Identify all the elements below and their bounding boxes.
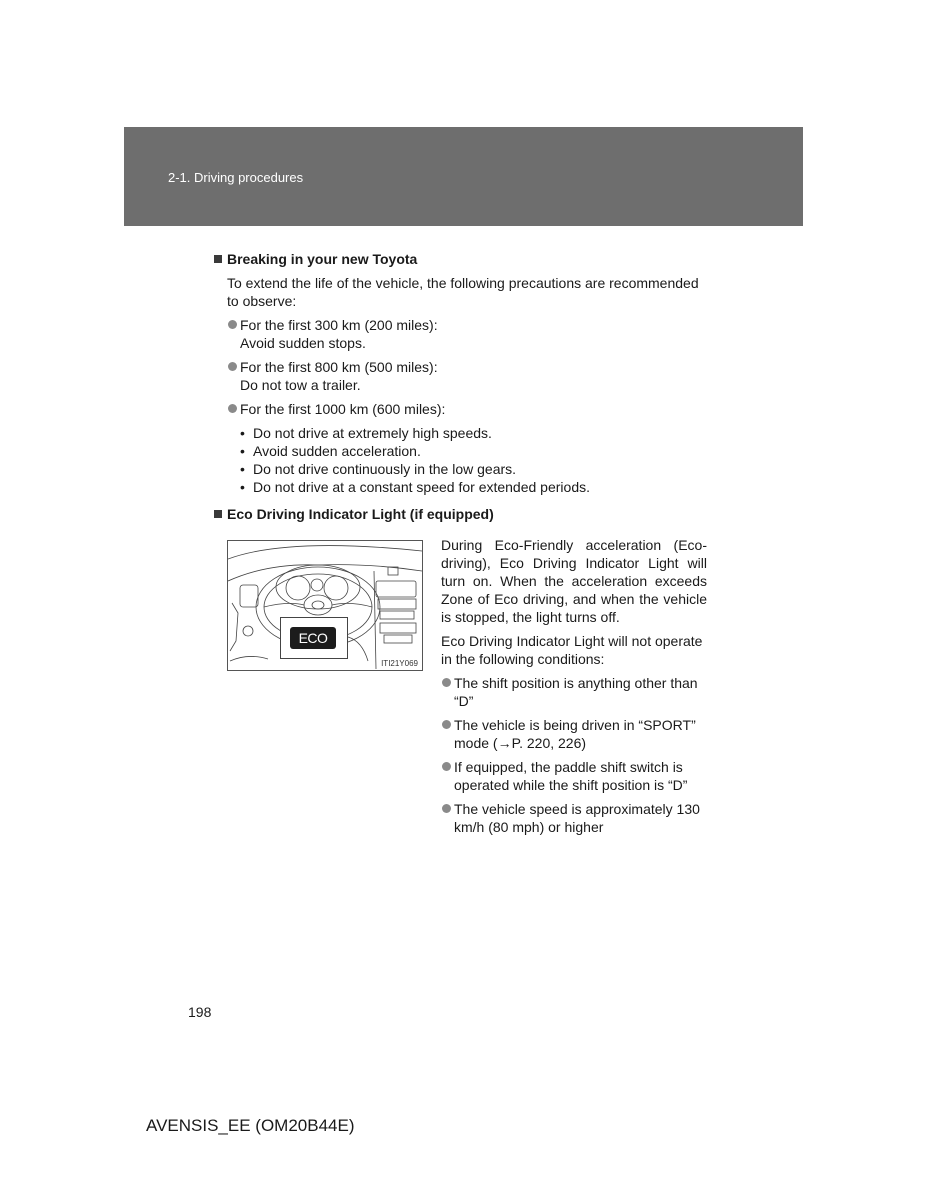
condition-item <box>441 716 707 752</box>
list-item <box>227 400 714 418</box>
list-item-text: Do not tow a trailer. <box>240 377 361 393</box>
condition-item <box>441 758 707 794</box>
list-item-lead: For the first 300 km (200 miles): <box>240 317 438 333</box>
sub-list-item-text: Do not drive continuously in the low gears. <box>253 461 517 477</box>
sub-bullet-icon: • <box>240 479 245 495</box>
condition-item <box>441 800 707 836</box>
figure-code: ITI21Y069 <box>381 659 418 668</box>
sub-list-item <box>240 442 714 460</box>
list-item-lead: For the first 800 km (500 miles): <box>240 359 438 375</box>
circle-bullet-icon <box>442 762 451 771</box>
sub-list-item-text: Do not drive at a constant speed for extended periods. <box>253 479 590 495</box>
breaking-in-title: Breaking in your new Toyota <box>227 251 418 267</box>
circle-bullet-icon <box>228 320 237 329</box>
eco-callout <box>280 617 348 659</box>
circle-bullet-icon <box>442 720 451 729</box>
list-item <box>227 316 714 352</box>
dashboard-illustration <box>227 540 423 671</box>
condition-text: If equipped, the paddle shift switch is operated while the shift position is “D” <box>454 759 688 793</box>
eco-description: During Eco-Friendly acceleration (Eco-driving), Eco Driving Indicator Light will turn on. When the acceleration exceeds Zone of Eco driving, and when the vehicle is stopped, the light turns off. <box>441 537 707 625</box>
list-item-lead: For the first 1000 km (600 miles): <box>240 401 446 417</box>
sub-bullet-icon: • <box>240 461 245 477</box>
page-number: 198 <box>188 1004 212 1020</box>
circle-bullet-icon <box>228 362 237 371</box>
sub-bullet-icon: • <box>240 443 245 459</box>
section-title: 2-1. Driving procedures <box>168 170 304 185</box>
sub-list-item <box>240 460 714 478</box>
eco-conditions-intro: Eco Driving Indicator Light will not operate in the following conditions: <box>441 633 703 667</box>
breaking-in-heading <box>214 250 714 268</box>
condition-text: The vehicle speed is approximately 130 km/h (80 mph) or higher <box>454 801 700 835</box>
eco-description-column <box>441 536 707 836</box>
square-bullet-icon <box>214 255 222 263</box>
sub-list <box>240 424 714 496</box>
breaking-in-section <box>214 250 714 496</box>
condition-text: The shift position is anything other than “D” <box>454 675 698 709</box>
list-item-text: Avoid sudden stops. <box>240 335 366 351</box>
eco-section <box>214 505 714 523</box>
sub-list-item-text: Do not drive at extremely high speeds. <box>253 425 492 441</box>
condition-item <box>441 674 707 710</box>
eco-heading <box>214 505 714 523</box>
circle-bullet-icon <box>442 678 451 687</box>
eco-indicator-icon: ECO <box>290 627 336 649</box>
circle-bullet-icon <box>442 804 451 813</box>
breaking-in-intro: To extend the life of the vehicle, the following precautions are recommended to observe: <box>227 275 699 309</box>
sub-list-item <box>240 424 714 442</box>
sub-bullet-icon: • <box>240 425 245 441</box>
condition-text: The vehicle is being driven in “SPORT” mode (→P. 220, 226) <box>454 717 696 751</box>
square-bullet-icon <box>214 510 222 518</box>
sub-list-item <box>240 478 714 496</box>
chapter-header <box>124 127 803 226</box>
document-code: AVENSIS_EE (OM20B44E) <box>146 1116 355 1135</box>
circle-bullet-icon <box>228 404 237 413</box>
sub-list-item-text: Avoid sudden acceleration. <box>253 443 421 459</box>
eco-title: Eco Driving Indicator Light (if equipped) <box>227 506 494 522</box>
list-item <box>227 358 714 394</box>
